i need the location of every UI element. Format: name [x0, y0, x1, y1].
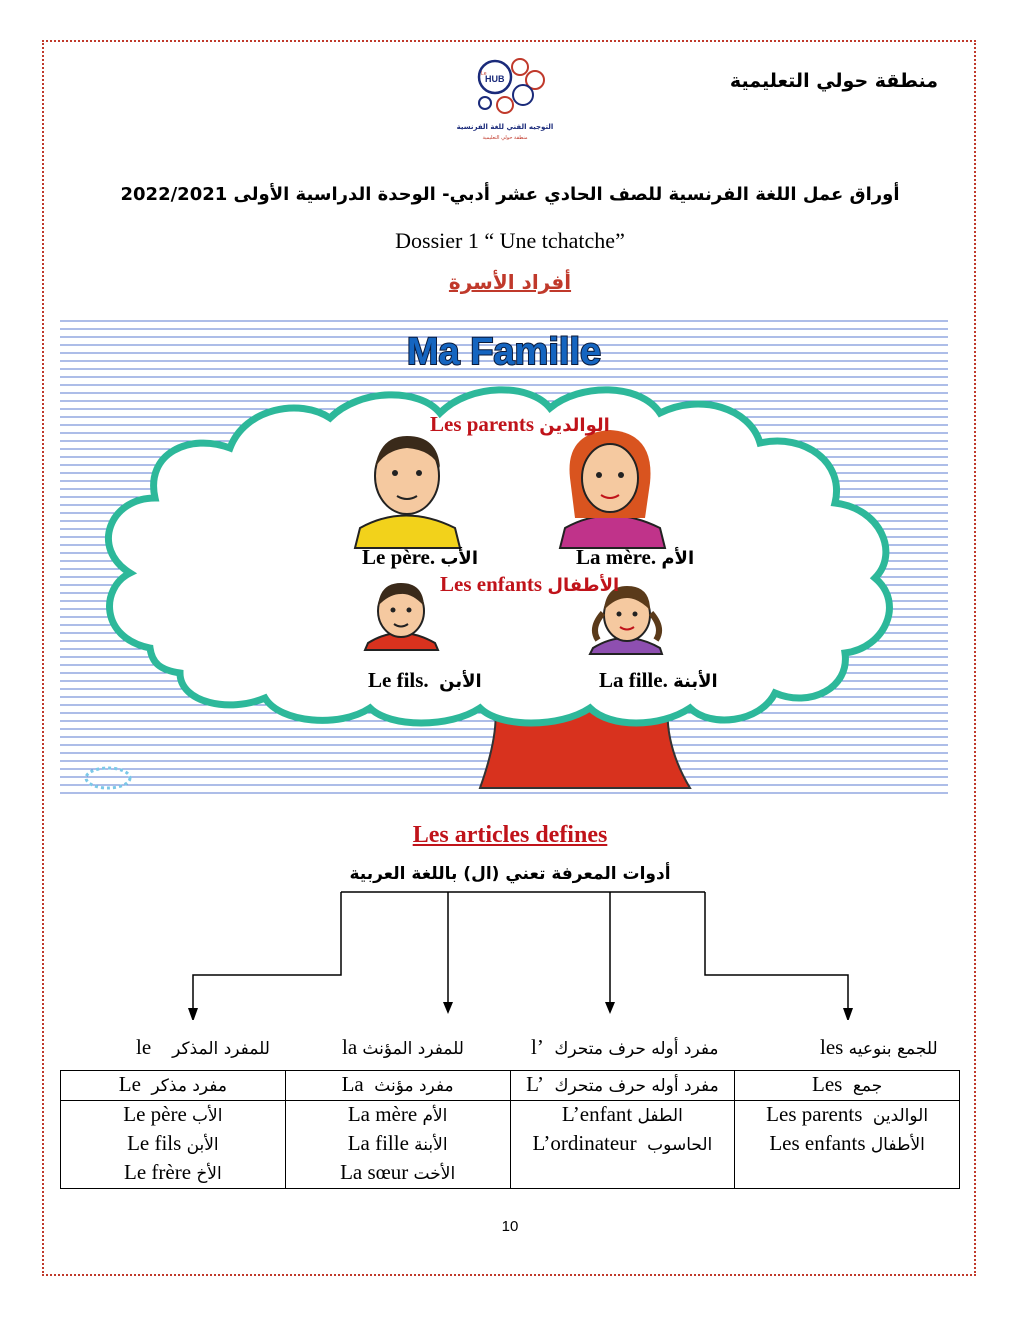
- branch-line-les: [705, 892, 848, 1010]
- daughter-label: [599, 668, 718, 693]
- table-header-row: [61, 1071, 960, 1101]
- arrow-l: [605, 1002, 615, 1014]
- mother-label-fr: La mère.: [576, 545, 657, 569]
- logo-prefix: Le: [481, 71, 487, 77]
- children-label-ar: الأطفال: [547, 575, 620, 596]
- family-members-heading: أفراد الأسرة: [448, 270, 572, 294]
- father-label-ar: الأب: [440, 548, 479, 569]
- logo-subcaption: منطقة حولي التعليمية: [482, 135, 528, 141]
- arrow-les: [843, 1008, 853, 1020]
- list-item: Le père الأب: [123, 1102, 223, 1126]
- branch-label-les: [820, 1035, 938, 1060]
- branch-le-fr: le: [136, 1035, 152, 1059]
- table-cell-l: [510, 1101, 735, 1189]
- list-item: Le frère الأخ: [124, 1160, 222, 1184]
- table-header-le: Le مفرد مذكر: [61, 1071, 286, 1101]
- father-label-fr: Le père.: [362, 545, 436, 569]
- parents-label: [430, 412, 610, 437]
- daughter-label-fr: La fille.: [599, 668, 668, 692]
- mother-label-ar: الأم: [661, 548, 695, 569]
- articles-branch-diagram: [0, 880, 1020, 1020]
- articles-subtitle: أدوات المعرفة تعني (ال) باللغة العربية: [349, 864, 671, 884]
- arrow-la: [443, 1002, 453, 1014]
- son-label: [368, 668, 482, 693]
- table-row: [61, 1101, 960, 1189]
- branch-label-le: [136, 1035, 270, 1060]
- page-number: 10: [501, 1218, 519, 1235]
- son-label-fr: Le fils.: [368, 668, 429, 692]
- list-item: La fille الأبنة: [347, 1131, 448, 1155]
- list-item: Le fils الأبن: [127, 1131, 219, 1155]
- father-label: [362, 545, 478, 570]
- branch-l-ar: مفرد أوله حرف متحرك: [554, 1039, 719, 1059]
- son-label-ar: الأبن: [439, 671, 482, 692]
- branch-les-fr: les: [820, 1035, 844, 1059]
- region-name: منطقة حولي التعليمية: [729, 70, 938, 92]
- branch-l-fr: l’: [531, 1035, 544, 1059]
- children-label: [440, 572, 619, 597]
- list-item: Les parents الوالدين: [766, 1102, 929, 1126]
- ma-famille-title: Ma Famille: [406, 331, 602, 373]
- list-item: L’ordinateur الحاسوب: [532, 1131, 713, 1155]
- logo-text: HUB: [485, 74, 505, 84]
- branch-label-l: [531, 1035, 719, 1060]
- list-item: La sœur الأخت: [340, 1160, 456, 1184]
- branch-la-fr: la: [342, 1035, 358, 1059]
- table-header-les: Les جمع: [735, 1071, 960, 1101]
- parents-label-fr: Les parents: [430, 412, 535, 436]
- list-item: La mère الأم: [347, 1102, 448, 1126]
- branch-les-ar: للجمع بنوعيه: [848, 1039, 938, 1059]
- table-header-la: La مفرد مؤنث: [285, 1071, 510, 1101]
- mother-label: [576, 545, 694, 570]
- branch-la-ar: للمفرد المؤنث: [362, 1039, 464, 1059]
- parents-label-ar: الوالدين: [539, 415, 610, 436]
- list-item: Les enfants الأطفال: [769, 1131, 925, 1155]
- worksheet-title: أوراق عمل اللغة الفرنسية للصف الحادي عشر أدبي- الوحدة الدراسية الأولى 2022/2021: [120, 184, 900, 205]
- branch-le-ar: للمفرد المذكر: [172, 1039, 270, 1059]
- tree-canopy: [108, 390, 889, 723]
- table-cell-le: [61, 1101, 286, 1189]
- logo-caption: التوجيه الفني للغة الفرنسية: [456, 123, 554, 131]
- daughter-label-ar: الأبنة: [673, 671, 718, 692]
- family-tree-illustration: [60, 318, 948, 798]
- list-item: L’enfant الطفل: [561, 1102, 683, 1126]
- hub-logo: [455, 55, 555, 145]
- branch-line-le: [193, 892, 341, 1010]
- articles-title: Les articles defines: [412, 822, 608, 848]
- articles-table: [60, 1070, 960, 1189]
- table-cell-la: [285, 1101, 510, 1189]
- arrow-le: [188, 1008, 198, 1020]
- table-cell-les: [735, 1101, 960, 1189]
- children-label-fr: Les enfants: [440, 572, 543, 596]
- branch-label-la: [342, 1035, 464, 1060]
- table-header-l: L’ مفرد أوله حرف متحرك: [510, 1071, 735, 1101]
- dossier-title: Dossier 1 “ Une tchatche”: [395, 228, 625, 253]
